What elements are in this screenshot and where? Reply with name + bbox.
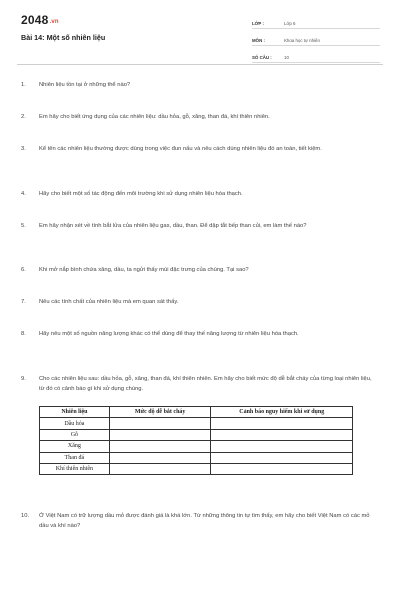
question-number: 2.: [21, 114, 26, 120]
warning-cell: [211, 429, 353, 440]
question-number: 3.: [21, 146, 26, 152]
question-text: Nêu các tính chất của nhiên liệu mà em quan sát thấy.: [39, 299, 179, 305]
logo-text: 2048: [21, 13, 49, 27]
flammability-cell: [109, 452, 211, 463]
lesson-title: Bài 14: Một số nhiên liệu: [21, 33, 106, 42]
flammability-cell: [109, 418, 211, 429]
question-8: [21, 330, 372, 340]
table-row: [40, 429, 353, 440]
meta-row-class: [252, 15, 380, 29]
fuel-name-cell: Gỗ: [40, 429, 110, 440]
question-text: Nhiên liệu tồn tại ở những thể nào?: [39, 82, 131, 88]
header-divider: [17, 64, 383, 65]
table-header-row: [40, 407, 353, 418]
question-1: [21, 81, 372, 91]
question-4: [21, 190, 372, 200]
warning-cell: [211, 441, 353, 452]
question-2: [21, 113, 372, 123]
flammability-cell: [109, 429, 211, 440]
question-number: 7.: [21, 299, 26, 305]
meta-value: Khoa học tự nhiên: [284, 38, 320, 43]
question-10: [21, 512, 372, 532]
question-number: 1.: [21, 82, 26, 88]
question-6: [21, 266, 372, 276]
question-number: 4.: [21, 191, 26, 197]
warning-cell: [211, 418, 353, 429]
question-text: Kể tên các nhiên liệu thường được dùng trong việc đun nấu và nêu cách dùng nhiên liệu đó an toàn, tiết kiệm.: [39, 146, 322, 152]
question-number: 10.: [21, 513, 30, 519]
fuel-name-cell: Dầu hỏa: [40, 418, 110, 429]
flammability-cell: [109, 441, 211, 452]
table-row: [40, 463, 353, 474]
fuel-name-cell: Khí thiên nhiên: [40, 463, 110, 474]
question-text: Hãy nêu một số nguồn năng lượng khác có thể dùng để thay thế năng lượng từ nhiên liệu hóa thạch.: [39, 331, 299, 337]
fuel-table: [39, 406, 353, 475]
site-logo[interactable]: [21, 13, 59, 27]
table-row: [40, 452, 353, 463]
question-number: 5.: [21, 223, 26, 229]
meta-value: Lớp 6: [284, 21, 296, 26]
meta-row-count: [252, 49, 380, 63]
question-text: Em hãy nhận xét về tính bắt lửa của nhiên liệu gas, dầu, than. Để dập tắt bếp than củi, em làm thế nào?: [39, 223, 307, 229]
question-5: [21, 222, 372, 232]
question-number: 9.: [21, 376, 26, 382]
question-text: Khi mở nắp bình chứa xăng, dầu, ta ngửi thấy mùi đặc trưng của chúng. Tại sao?: [39, 267, 249, 273]
meta-label: LỚP :: [252, 21, 264, 26]
column-header: Nhiên liệu: [40, 407, 110, 418]
column-header: Mức độ dễ bắt cháy: [109, 407, 211, 418]
meta-info: [252, 15, 380, 66]
flammability-cell: [109, 463, 211, 474]
meta-label: MÔN :: [252, 38, 265, 43]
question-7: [21, 298, 372, 308]
table-row: [40, 441, 353, 452]
question-text: Hãy cho biết một số tác động đến môi trường khi sử dụng nhiên liệu hóa thạch.: [39, 191, 243, 197]
question-number: 6.: [21, 267, 26, 273]
fuel-name-cell: Xăng: [40, 441, 110, 452]
logo-suffix: .vn: [49, 19, 59, 25]
question-text: Cho các nhiên liệu sau: dầu hỏa, gỗ, xăng, than đá, khí thiên nhiên. Em hãy cho biết mức độ dễ bắt cháy của từng loại nhiên liệu, từ đó có cảnh báo gì khi sử dụng chúng.: [39, 376, 372, 392]
column-header: Cảnh báo nguy hiểm khi sử dụng: [211, 407, 353, 418]
meta-label: SỐ CÂU :: [252, 55, 272, 60]
question-text: Em hãy cho biết ứng dụng của các nhiên liệu: dầu hỏa, gỗ, xăng, than đá, khí thiên nhiên.: [39, 114, 270, 120]
question-number: 8.: [21, 331, 26, 337]
question-text: Ở Việt Nam có trữ lượng dầu mỏ được đánh giá là khá lớn. Từ những thông tin tự tìm thấy, em hãy cho biết Việt Nam có các mỏ dầu và khí nào?: [39, 513, 370, 529]
meta-value: 10: [284, 55, 289, 60]
question-3: [21, 145, 372, 155]
warning-cell: [211, 463, 353, 474]
warning-cell: [211, 452, 353, 463]
table-row: [40, 418, 353, 429]
question-9: [21, 375, 372, 395]
meta-row-subject: [252, 32, 380, 46]
fuel-name-cell: Than đá: [40, 452, 110, 463]
